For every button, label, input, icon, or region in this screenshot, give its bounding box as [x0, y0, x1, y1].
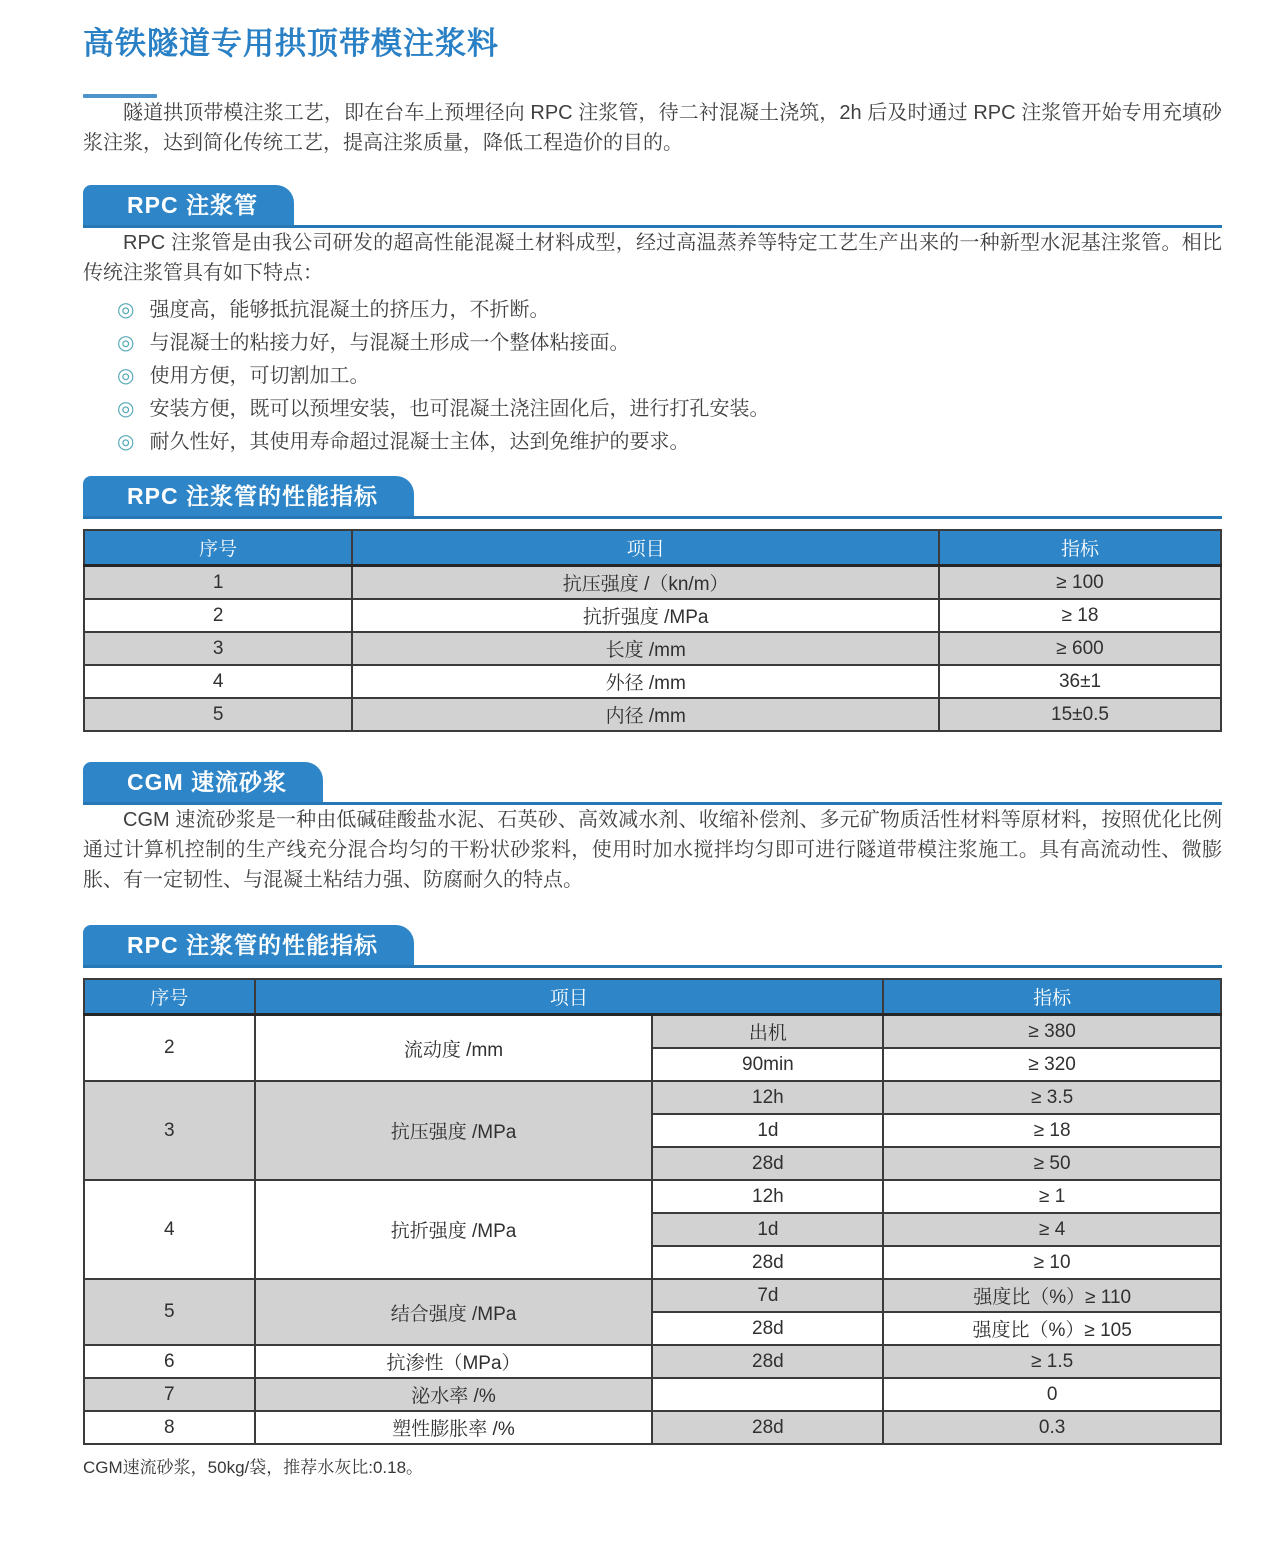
cell-spec: 强度比（%）≥ 110	[883, 1279, 1221, 1312]
cell-spec: ≥ 10	[883, 1246, 1221, 1279]
cell-condition: 12h	[652, 1081, 883, 1114]
cell-no: 1	[84, 566, 352, 600]
table-row	[84, 1279, 1221, 1312]
cell-spec: 0	[883, 1378, 1221, 1411]
cell-spec: ≥ 320	[883, 1048, 1221, 1081]
list-item	[117, 393, 1222, 426]
cell-spec: ≥ 3.5	[883, 1081, 1221, 1114]
cell-condition: 90min	[652, 1048, 883, 1081]
cell-spec: ≥ 50	[883, 1147, 1221, 1180]
table-header-row	[84, 530, 1221, 566]
cell-no: 5	[84, 698, 352, 731]
table-row	[84, 665, 1221, 698]
section-banner-rpc-performance: RPC 注浆管的性能指标	[83, 476, 414, 516]
list-item	[117, 327, 1222, 360]
cell-item: 泌水率 /%	[255, 1378, 653, 1411]
bullseye-bullet-icon: ◎	[117, 299, 135, 321]
cell-condition: 出机	[652, 1015, 883, 1049]
feature-text: 使用方便，可切割加工。	[149, 365, 370, 387]
feature-text: 安装方便，既可以预埋安装，也可混凝土浇注固化后，进行打孔安装。	[149, 398, 770, 420]
page-content	[83, 24, 1222, 1479]
column-header-spec: 指标	[939, 530, 1221, 566]
cell-spec: ≥ 1.5	[883, 1345, 1221, 1378]
feature-text: 耐久性好，其使用寿命超过混凝士主体，达到免维护的要求。	[149, 431, 690, 453]
cell-spec: ≥ 18	[939, 599, 1221, 632]
cell-condition: 28d	[652, 1411, 883, 1444]
table-header-row	[84, 979, 1221, 1015]
cell-item: 流动度 /mm	[255, 1015, 653, 1082]
bullseye-bullet-icon: ◎	[117, 431, 135, 453]
cell-no: 7	[84, 1378, 255, 1411]
rpc-intro-paragraph: RPC 注浆管是由我公司研发的超高性能混凝土材料成型，经过高温蒸养等特定工艺生产出来的一种新型水泥基注浆管。相比传统注浆管具有如下特点：	[83, 232, 1222, 284]
intro-paragraph: 隧道拱顶带模注浆工艺，即在台车上预埋径向 RPC 注浆管，待二衬混凝土浇筑，2h 后及时通过 RPC 注浆管开始专用充填砂浆注浆，达到简化传统工艺，提高注浆质量，降低工程造价的目的。	[83, 102, 1222, 154]
cell-item: 抗渗性（MPa）	[255, 1345, 653, 1378]
cell-item: 抗折强度 /MPa	[255, 1180, 653, 1279]
list-item	[117, 426, 1222, 459]
table-row	[84, 1411, 1221, 1444]
cell-no: 2	[84, 599, 352, 632]
cell-spec: ≥ 4	[883, 1213, 1221, 1246]
cell-item: 长度 /mm	[352, 632, 939, 665]
cell-item: 抗压强度 /MPa	[255, 1081, 653, 1180]
cell-spec: ≥ 18	[883, 1114, 1221, 1147]
table-row	[84, 1345, 1221, 1378]
cell-condition	[652, 1378, 883, 1411]
rpc-performance-table	[83, 529, 1222, 732]
cell-condition: 28d	[652, 1246, 883, 1279]
cell-condition: 12h	[652, 1180, 883, 1213]
section-banner-cgm: CGM 速流砂浆	[83, 762, 323, 802]
list-item	[117, 360, 1222, 393]
cell-condition: 28d	[652, 1312, 883, 1345]
cell-item: 抗压强度 /（kn/m）	[352, 566, 939, 600]
cgm-performance-table	[83, 978, 1222, 1445]
section-band-cgm	[83, 762, 1222, 805]
cell-no: 6	[84, 1345, 255, 1378]
section-banner-cgm-performance: RPC 注浆管的性能指标	[83, 925, 414, 965]
cell-spec: ≥ 100	[939, 566, 1221, 600]
column-header-item: 项目	[255, 979, 884, 1015]
table-row	[84, 1378, 1221, 1411]
table-row	[84, 1081, 1221, 1114]
cell-spec: 15±0.5	[939, 698, 1221, 731]
table-row	[84, 566, 1221, 600]
cell-condition: 7d	[652, 1279, 883, 1312]
cell-item: 内径 /mm	[352, 698, 939, 731]
page-title: 高铁隧道专用拱顶带模注浆料	[83, 26, 499, 61]
table-row	[84, 632, 1221, 665]
column-header-no: 序号	[84, 530, 352, 566]
cell-spec: 0.3	[883, 1411, 1221, 1444]
cell-condition: 1d	[652, 1213, 883, 1246]
bullseye-bullet-icon: ◎	[117, 365, 135, 387]
rpc-feature-list	[83, 294, 1222, 459]
section-band-rpc-performance	[83, 476, 1222, 519]
bullseye-bullet-icon: ◎	[117, 332, 135, 354]
cell-item: 塑性膨胀率 /%	[255, 1411, 653, 1444]
table-row	[84, 1015, 1221, 1049]
cell-item: 抗折强度 /MPa	[352, 599, 939, 632]
section-band-rpc	[83, 185, 1222, 228]
cgm-intro-paragraph: CGM 速流砂浆是一种由低碱硅酸盐水泥、石英砂、高效减水剂、收缩补偿剂、多元矿物质活性材料等原材料，按照优化比例通过计算机控制的生产线充分混合均匀的干粉状砂浆料，使用时加水搅拌均匀即可进行隧道带模注浆施工。具有高流动性、微膨胀、有一定韧性、与混凝土粘结力强、防腐耐久的特点。	[83, 809, 1222, 891]
cell-no: 5	[84, 1279, 255, 1345]
column-header-item: 项目	[352, 530, 939, 566]
footnote: CGM速流砂浆，50kg/袋，推荐水灰比:0.18。	[83, 1458, 424, 1477]
feature-text: 与混凝士的粘接力好，与混凝土形成一个整体粘接面。	[149, 332, 630, 354]
cell-condition: 28d	[652, 1345, 883, 1378]
cell-condition: 1d	[652, 1114, 883, 1147]
cell-spec: 强度比（%）≥ 105	[883, 1312, 1221, 1345]
cell-no: 4	[84, 665, 352, 698]
feature-text: 强度高，能够抵抗混凝土的挤压力，不折断。	[149, 299, 550, 321]
cell-no: 2	[84, 1015, 255, 1082]
cell-condition: 28d	[652, 1147, 883, 1180]
column-header-spec: 指标	[883, 979, 1221, 1015]
column-header-no: 序号	[84, 979, 255, 1015]
cell-item: 结合强度 /MPa	[255, 1279, 653, 1345]
cell-no: 3	[84, 632, 352, 665]
table-row	[84, 1180, 1221, 1213]
bullseye-bullet-icon: ◎	[117, 398, 135, 420]
table-row	[84, 599, 1221, 632]
section-banner-rpc: RPC 注浆管	[83, 185, 294, 225]
cell-spec: ≥ 1	[883, 1180, 1221, 1213]
section-band-cgm-performance	[83, 925, 1222, 968]
cell-spec: ≥ 380	[883, 1015, 1221, 1049]
cell-spec: 36±1	[939, 665, 1221, 698]
cell-item: 外径 /mm	[352, 665, 939, 698]
cell-spec: ≥ 600	[939, 632, 1221, 665]
cell-no: 8	[84, 1411, 255, 1444]
cell-no: 4	[84, 1180, 255, 1279]
table-row	[84, 698, 1221, 731]
cell-no: 3	[84, 1081, 255, 1180]
list-item	[117, 294, 1222, 327]
